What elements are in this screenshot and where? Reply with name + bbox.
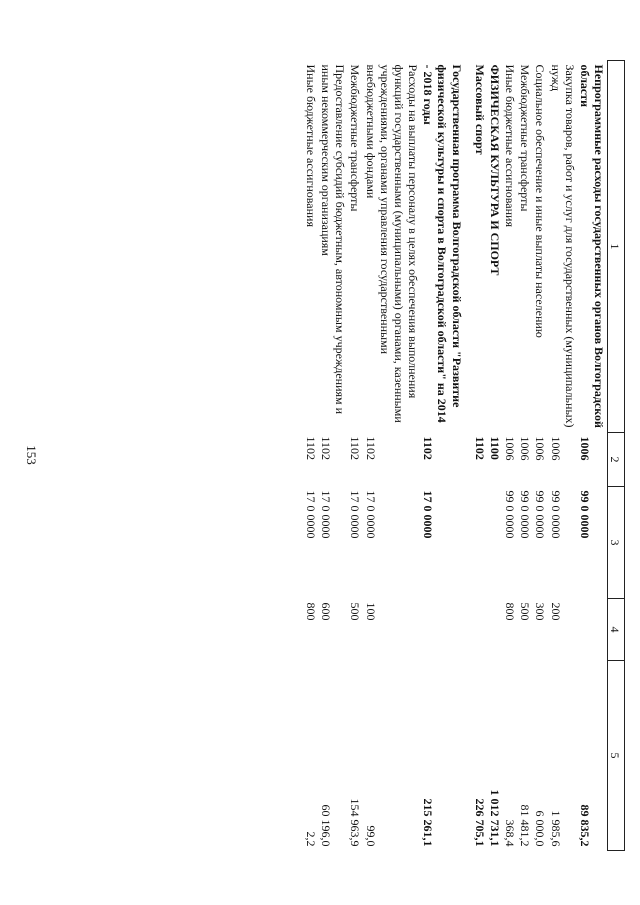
header-col-5: 5 bbox=[608, 661, 625, 851]
header-col-4: 4 bbox=[608, 599, 625, 661]
cell-sum: 1 012 731,1 bbox=[487, 789, 502, 847]
cell-name: Расходы на выплаты персоналу в целях обеспечения выполнения функций государственными (муниципальными) органами, казенными учреждениями, органами управления государственными внебюджетными фондами bbox=[363, 64, 421, 423]
cell-name: Массовый спорт bbox=[472, 64, 487, 155]
cell-name: Межбюджетные трансферты bbox=[518, 64, 533, 212]
table-row bbox=[304, 61, 319, 851]
cell-sum: 1 985,6 bbox=[548, 810, 563, 847]
table-row bbox=[473, 61, 488, 851]
cell-prog: 99 0 0000 bbox=[548, 490, 563, 539]
cell-type: 800 bbox=[304, 602, 319, 621]
cell-name: ФИЗИЧЕСКАЯ КУЛЬТУРА И СПОРТ bbox=[487, 64, 502, 276]
cell-sum: 99,0 bbox=[363, 825, 378, 847]
cell-prog: 17 0 0000 bbox=[421, 490, 436, 539]
rotated-page bbox=[95, 60, 625, 850]
table-header-row bbox=[608, 61, 625, 851]
cell-code: 1006 bbox=[533, 436, 548, 461]
cell-type: 500 bbox=[518, 602, 533, 621]
cell-code: 1006 bbox=[518, 436, 533, 461]
cell-code: 1102 bbox=[421, 436, 436, 460]
cell-name: Непрограммные расходы государственных органов Волгоградской области bbox=[577, 64, 606, 428]
table-row bbox=[319, 61, 348, 851]
cell-sum: 154 963,9 bbox=[348, 798, 363, 847]
cell-code: 1006 bbox=[577, 436, 592, 461]
cell-prog: 17 0 0000 bbox=[363, 490, 378, 539]
cell-sum: 6 000,0 bbox=[533, 810, 548, 847]
table-row bbox=[364, 61, 422, 851]
table-row bbox=[348, 61, 363, 851]
cell-prog: 17 0 0000 bbox=[319, 490, 334, 539]
cell-type: 200 bbox=[548, 602, 563, 621]
cell-sum: 2,2 bbox=[304, 831, 319, 847]
cell-sum: 89 835,2 bbox=[577, 804, 592, 847]
cell-type: 100 bbox=[363, 602, 378, 621]
cell-prog bbox=[473, 487, 488, 599]
page-number: 153 bbox=[24, 445, 39, 465]
cell-prog: 17 0 0000 bbox=[348, 490, 363, 539]
cell-type: 500 bbox=[348, 602, 363, 621]
table-row bbox=[578, 61, 608, 851]
cell-code: 1006 bbox=[548, 436, 563, 461]
table-row bbox=[503, 61, 518, 851]
table-body bbox=[304, 61, 608, 851]
cell-code: 1102 bbox=[304, 436, 319, 461]
cell-name: Межбюджетные трансферты bbox=[348, 64, 363, 212]
cell-prog: 99 0 0000 bbox=[503, 490, 518, 539]
cell-prog bbox=[488, 487, 503, 599]
cell-sum: 81 481,2 bbox=[518, 804, 533, 847]
header-col-2: 2 bbox=[608, 433, 625, 487]
table-row bbox=[488, 61, 503, 851]
cell-prog: 99 0 0000 bbox=[577, 490, 592, 539]
cell-name: Предоставление субсидий бюджетным, автономным учреждениям и иным некоммерческим организациям bbox=[319, 64, 348, 415]
cell-type: 800 bbox=[503, 602, 518, 621]
cell-name: Социальное обеспечение и иные выплаты населению bbox=[533, 64, 548, 338]
cell-code: 1102 bbox=[319, 436, 334, 461]
header-col-3: 3 bbox=[608, 487, 625, 599]
table-row bbox=[533, 61, 548, 851]
table-row bbox=[421, 61, 464, 851]
cell-sum: 226 705,1 bbox=[472, 798, 487, 847]
cell-type: 300 bbox=[533, 602, 548, 621]
cell-name: Иные бюджетные ассигнования bbox=[304, 64, 319, 227]
cell-sum: 60 196,0 bbox=[319, 804, 334, 847]
header-col-1: 1 bbox=[608, 61, 625, 433]
cell-prog: 99 0 0000 bbox=[533, 490, 548, 539]
row-spacer bbox=[465, 61, 473, 851]
cell-sum: 368,4 bbox=[503, 819, 518, 847]
table-row bbox=[548, 61, 577, 851]
cell-type: 600 bbox=[319, 602, 334, 621]
cell-name: Иные бюджетные ассигнования bbox=[503, 64, 518, 227]
budget-table bbox=[304, 60, 625, 851]
cell-type bbox=[578, 599, 608, 661]
budget-table-page bbox=[95, 60, 625, 850]
table-row bbox=[518, 61, 533, 851]
cell-prog: 17 0 0000 bbox=[304, 490, 319, 539]
cell-code: 1100 bbox=[487, 436, 502, 460]
cell-code: 1102 bbox=[363, 436, 378, 461]
cell-type bbox=[473, 599, 488, 661]
cell-code: 1102 bbox=[472, 436, 487, 460]
cell-code: 1102 bbox=[348, 436, 363, 461]
cell-type bbox=[421, 599, 464, 661]
cell-name: Закупка товаров, работ и услуг для государственных (муниципальных) нужд bbox=[548, 64, 577, 428]
cell-name: Государственная программа Волгоградской области "Развитие физической культуры и спорта в Волгоградской области" на 2014 - 2018 годы bbox=[421, 64, 464, 423]
cell-sum: 215 261,1 bbox=[421, 798, 436, 847]
cell-code: 1006 bbox=[503, 436, 518, 461]
cell-type bbox=[488, 599, 503, 661]
cell-prog: 99 0 0000 bbox=[518, 490, 533, 539]
